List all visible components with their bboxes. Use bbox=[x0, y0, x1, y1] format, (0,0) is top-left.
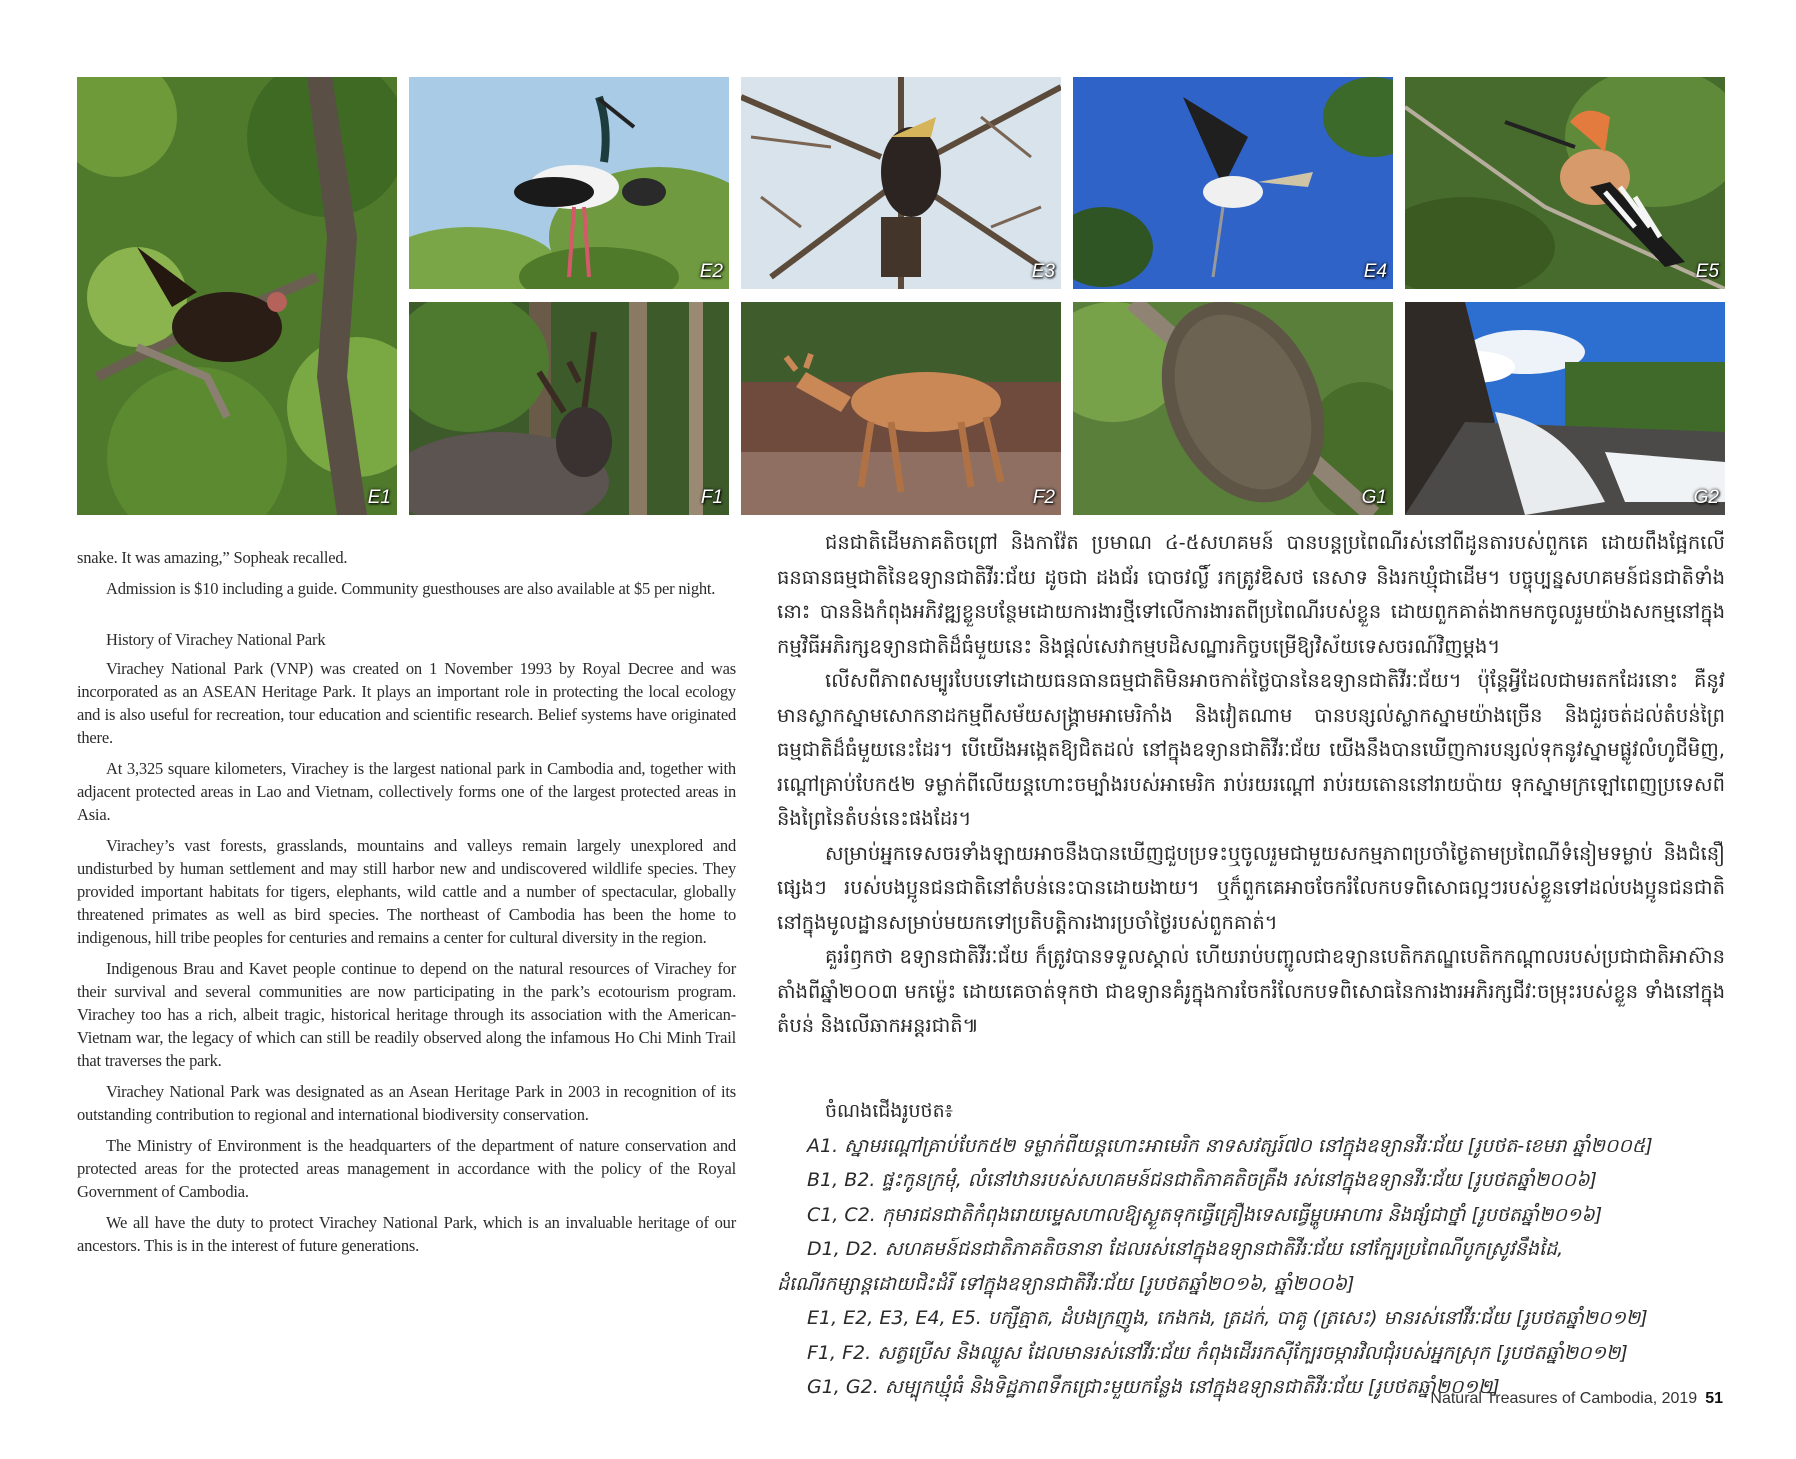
photo-captions bbox=[777, 1094, 1725, 1405]
intro-end-paragraph: snake. It was amazing,” Sopheak recalled. bbox=[77, 548, 348, 567]
admission-paragraph: Admission is $10 including a guide. Community guesthouses are also available at $5 per night. bbox=[106, 579, 716, 598]
english-article bbox=[77, 546, 736, 1265]
publication-title: Natural Treasures of Cambodia, 2019 bbox=[1430, 1390, 1698, 1407]
history-paragraph: At 3,325 square kilometers, Virachey is the largest national park in Cambodia and, together with adjacent protected areas in Lao and Vietnam, collectively forms one of the largest protected areas in Asia. bbox=[77, 759, 736, 824]
photo-label: G2 bbox=[1693, 487, 1719, 508]
photo-e2-stork bbox=[409, 77, 729, 289]
page-number: 51 bbox=[1705, 1390, 1723, 1407]
photo-label: F1 bbox=[700, 487, 723, 508]
caption-a1: A1. ស្នាមរណ្តៅគ្រាប់បែក៥២ ទម្លាក់ពីយន្តហោះអាមេរិក នាទសវត្សរ៍៧០ នៅក្នុងឧទ្យានវីរៈជ័យ [រូបថត-ខេមរា ឆ្នាំ២០០៥] bbox=[807, 1134, 1653, 1157]
khmer-paragraph: គួររំឭកថា ឧទ្យានជាតិវីរៈជ័យ ក៏ត្រូវបានទទួលស្គាល់ ហើយរាប់បញ្ចូលជាឧទ្យានបេតិកភណ្ឌបេតិកកណ្តាលរបស់ប្រជាជាតិអាស៊ានតាំងពីឆ្នាំ២០០៣ មកម្ល៉េះ ដោយគេចាត់ទុកថា ជាឧទ្យានគំរូក្នុងការចែករំលែកបទពិសោធនៃការងារអភិរក្សជីវៈចម្រុះរបស់ខ្លួន ទាំងនៅក្នុងតំបន់ និងលើឆាកអន្តរជាតិ៕ bbox=[777, 945, 1725, 1037]
khmer-paragraph: លើសពីភាពសម្បូរបែបទៅដោយធនធានធម្មជាតិមិនអាចកាត់ថ្លៃបាននៃឧទ្យានជាតិវីរៈជ័យ។ ប៉ុន្តែអ្វីដែលជាមរតកដែរនោះ គឺនូវមានស្លាកស្នាមសោកនាដកម្មពីសម័យសង្គ្រាមអាមេរិកាំង និងវៀតណាម បានបន្សល់ស្លាកស្នាមយ៉ាងច្រើន និងជួរចត់ដល់តំបន់ព្រៃធម្មជាតិដ៏ធំមួយនេះដែរ។ បើយើងអង្កេតឱ្យជិតដល់ នៅក្នុងឧទ្យានជាតិវីរៈជ័យ យើងនឹងបានឃើញការបន្សល់ទុកនូវស្នាមផ្លូវលំហូជីមិញ, រណ្តៅគ្រាប់បែក៥២ ទម្លាក់ពីលើយន្តហោះចម្បាំងរបស់អាមេរិក រាប់រយរណ្តៅ រាប់រយតោននៅរាយប៉ាយ ទុកស្នាមក្រឡៅពេញប្រទេសពី និងព្រៃនៃតំបន់នេះផងដែរ។ bbox=[777, 669, 1725, 830]
photo-label: E3 bbox=[1031, 261, 1055, 282]
khmer-article bbox=[777, 526, 1725, 1044]
caption-c: C1, C2. កុមារជនជាតិកំពុងរោយម្ទេសហាលឱ្យស្ងួតទុកធ្វើគ្រឿងទេសធ្វើម្ហូបអាហារ និងផ្សំជាថ្នាំ [រូបថតឆ្នាំ២០១៦] bbox=[807, 1203, 1603, 1226]
history-paragraph: Virachey National Park was designated as an Asean Heritage Park in 2003 in recognition of its outstanding contribution to regional and international biodiversity conservation. bbox=[77, 1082, 736, 1124]
captions-heading: ចំណងជើងរូបថត៖ bbox=[825, 1100, 954, 1122]
photo-label: E1 bbox=[367, 487, 391, 508]
photo-f2-barking-deer bbox=[741, 302, 1061, 515]
history-paragraph: The Ministry of Environment is the headquarters of the department of nature conservation and protected areas for the protected areas management in accordance with the policy of the Royal Government of Cambodia. bbox=[77, 1136, 736, 1201]
history-paragraph: Indigenous Brau and Kavet people continue to depend on the natural resources of Virachey for their survival and several communities are now participating in the park’s ecotourism program. Virachey too has a rich, albeit tragic, historical heritage through its association with the American-Vietnam war, the legacy of which can still be readily observed along the infamous Ho Chi Minh Trail that traverses the park. bbox=[77, 959, 736, 1070]
history-paragraph: Virachey’s vast forests, grasslands, mountains and valleys remain largely unexplored and undisturbed by human settlement and may still harbor new and undiscovered wildlife species. They provided important habitats for tigers, elephants, wild cattle and a number of spectacular, globally threatened primates as well as bird species. The northeast of Cambodia has been the home to indigenous, hill tribe peoples for centuries and remains a center for cultural diversity in the region. bbox=[77, 836, 736, 947]
photo-e5-hoopoe bbox=[1405, 77, 1725, 289]
caption-d-continued: ដំណើរកម្សាន្តដោយជិះដំរី ទៅក្នុងឧទ្យានជាតិវីរៈជ័យ [រូបថតឆ្នាំ២០១៦, ឆ្នាំ២០០៦] bbox=[777, 1272, 1355, 1295]
photo-e4-stork-flight bbox=[1073, 77, 1393, 289]
photo-e3-hornbill bbox=[741, 77, 1061, 289]
caption-b: B1, B2. ផ្ទះកូនក្រមុំ, លំនៅឋានរបស់សហគមន៍ជនជាតិភាគតិចគ្រឹង រស់នៅក្នុងឧទ្យានវីរៈជ័យ [រូបថតឆ្នាំ២០០៦] bbox=[807, 1169, 1597, 1191]
photo-label: E4 bbox=[1363, 261, 1387, 282]
history-paragraph: We all have the duty to protect Virachey National Park, which is an invaluable heritage of our ancestors. This is in the interest of future generations. bbox=[77, 1213, 736, 1255]
caption-g: G1, G2. សម្បុកឃ្មុំធំ និងទិដ្ឋភាពទឹកជ្រោះមួយកន្លែង នៅក្នុងឧទ្យានជាតិវីរៈជ័យ [រូបថតឆ្នាំ២០១២] bbox=[807, 1376, 1500, 1398]
photo-g2-waterfall bbox=[1405, 302, 1725, 515]
photo-label: E2 bbox=[699, 261, 723, 282]
caption-d: D1, D2. សហគមន៍ជនជាតិភាគតិចនានា ដែលរស់នៅក្នុងឧទ្យានជាតិវីរៈជ័យ នៅក្បែរប្រពៃណីបូកស្រូវនឹងដៃ, bbox=[807, 1238, 1564, 1260]
khmer-paragraph: ជនជាតិដើមភាគតិចព្រៅ និងកាវ៉ែត ប្រមាណ ៤-៥សហគមន៍ បានបន្តប្រពៃណីរស់នៅពីដូនតារបស់ពួកគេ ដោយពឹងផ្អែកលើធនធានធម្មជាតិនៃឧទ្យានជាតិវីរៈជ័យ ដូចជា ដងជ័រ បោចវល្លិ៍ រកត្រូវឌិសថ នេសាទ និងរកឃ្មុំជាដើម។ បច្ចុប្បន្នសហគមន៍ជនជាតិទាំងនោះ បាននិងកំពុងអភិវឌ្ឍខ្លួនបន្ថែមដោយការងារថ្មីទៅលើការងារតពីប្រពៃណីរបស់ខ្លួន ដោយពួកគាត់ងាកមកចូលរួមយ៉ាងសកម្មនៅក្នុងកម្មវិធីអភិរក្សឧទ្យានជាតិដ៏ធំមួយនេះ និងផ្តល់សេវាកម្មបដិសណ្ឋារកិច្ចបម្រើឱ្យវិស័យទេសចរណ៍វិញម្តង។ bbox=[777, 531, 1725, 658]
photo-e1-vulture bbox=[77, 77, 397, 515]
page-footer bbox=[1430, 1390, 1723, 1408]
history-paragraph: Virachey National Park (VNP) was created on 1 November 1993 by Royal Decree and was incorporated as an ASEAN Heritage Park. It plays an important role in protecting the local ecology and is also useful for recreation, tour education and scientific research. Belief systems have originated there. bbox=[77, 659, 736, 747]
khmer-paragraph: សម្រាប់អ្នកទេសចរទាំងឡាយអាចនឹងបានឃើញជួបប្រទះឬចូលរួមជាមួយសកម្មភាពប្រចាំថ្ងៃតាមប្រពៃណីទំនៀមទម្លាប់ និងជំនឿផ្សេងៗ របស់បងប្អូនជនជាតិនៅតំបន់នេះបានដោយងាយ។ ឬក៏ពួកគេអាចចែករំលែកបទពិសោធល្អៗរបស់ខ្លួនទៅដល់បងប្អូនជនជាតិនៅក្នុងមូលដ្ឋានសម្រាប់មយកទៅប្រតិបត្តិការងារប្រចាំថ្ងៃរបស់ពួកគាត់។ bbox=[777, 841, 1725, 934]
history-heading: History of Virachey National Park bbox=[106, 630, 326, 649]
photo-f1-sambar bbox=[409, 302, 729, 515]
photo-label: F2 bbox=[1032, 487, 1055, 508]
photo-g1-beehive bbox=[1073, 302, 1393, 515]
caption-f: F1, F2. សត្វប្រើស និងឈ្លូស ដែលមានរស់នៅវីរៈជ័យ កំពុងដើររកស៊ីក្បែរចម្ការវិលជុំរបស់អ្នកស្រុក [រូបថតឆ្នាំ២០១២] bbox=[807, 1341, 1628, 1364]
photo-label: E5 bbox=[1695, 261, 1719, 282]
caption-e: E1, E2, E3, E4, E5. បក្សីត្មាត, ដំបងក្រញូង, កេងកង, ត្រដក់, បាគូ (ត្រសេះ) មានរស់នៅវីរៈជ័យ [រូបថតឆ្នាំ២០១២] bbox=[807, 1307, 1648, 1329]
photo-label: G1 bbox=[1361, 487, 1387, 508]
